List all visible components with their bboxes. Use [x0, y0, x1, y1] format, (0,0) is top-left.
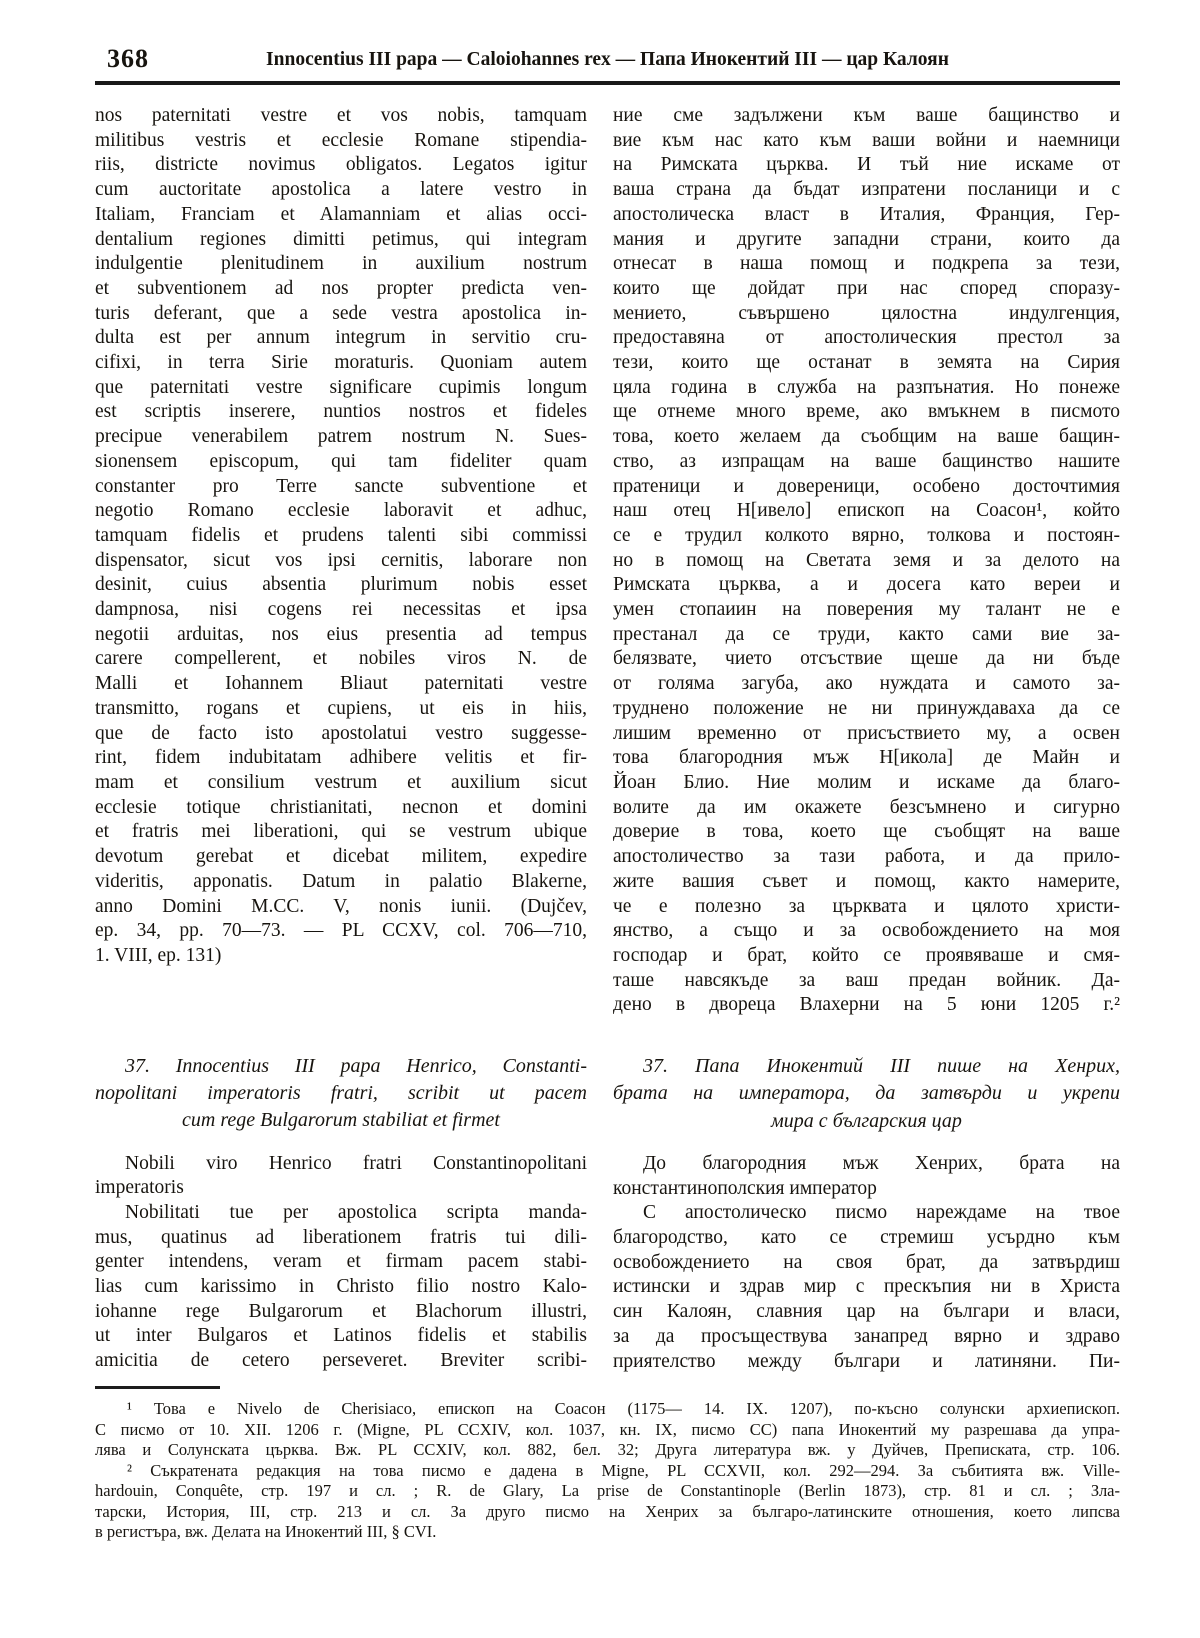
- text-line: за да просъществува занапред вярно и здраво: [613, 1325, 1120, 1347]
- text-line: които ще дойдат при нас според споразу-: [613, 277, 1120, 299]
- text-line: mus, quatinus ad liberationem fratris tui dili-: [95, 1226, 587, 1248]
- text-line: anno Domini M.CC. V, nonis iunii. (Dujčev,: [95, 895, 587, 917]
- bulgarian-salutation: [613, 1152, 1120, 1201]
- text-line: Римската църква, а и досега като вереи и: [613, 574, 1120, 596]
- text-line: que de facto isto apostolatui vestro suggesse-: [95, 722, 587, 744]
- page-header: [95, 44, 1120, 78]
- text-line: предоставяна от апостолическия престол за: [613, 327, 1120, 349]
- text-line: nopolitani imperatoris fratri, scribit ut pacem: [95, 1081, 587, 1104]
- bulgarian-letter: [613, 104, 1120, 1018]
- running-header: Innocentius III papa — Caloiohannes rex — Папа Инокентий III — цар Калоян: [266, 49, 949, 70]
- text-line: dulta est per annum integrum in servitio cru-: [95, 327, 587, 349]
- text-line: син Калоян, славния цар на българи и власи,: [613, 1301, 1120, 1323]
- text-line: умен стопаиин на поверения му талант не е: [613, 599, 1120, 621]
- text-line: amicitia de cetero perseveret. Breviter scribi-: [95, 1350, 587, 1372]
- text-line: но в помощ на Светата земя и за делото на: [613, 549, 1120, 571]
- text-line: devotum gerebat et dicebat militem, expedire: [95, 846, 587, 868]
- text-line: се е трудил колкото вярно, толкова и постоян-: [613, 524, 1120, 546]
- text-line: ² Съкратената редакция на това писмо е дадена в Migne, PL CCXVII, кол. 292—294. За събитията вж. Ville-: [127, 1460, 1120, 1480]
- text-line: ваша страна да бъдат изпратени посланици и с: [613, 179, 1120, 201]
- text-line: 1. VIII, ep. 131): [95, 944, 222, 966]
- latin-section-heading: [95, 1053, 587, 1135]
- text-line: videritis, apponatis. Datum in palatio Blakerne,: [95, 870, 587, 892]
- text-line: мението, съвършено цялостна индулгенция,: [613, 302, 1120, 324]
- text-line: апостолическа власт в Италия, Франция, Гер-: [613, 203, 1120, 225]
- text-line: ство, аз изпращам на ваше бащинство нашите: [613, 450, 1120, 472]
- text-line: indulgentie plenitudinem in auxilium nostrum: [95, 253, 587, 275]
- text-line: dentalium regiones dimitti petimus, qui integram: [95, 228, 587, 250]
- text-line: ¹ Това е Nivelo de Cherisiaco, епископ на Соасон (1175— 14. IX. 1207), по-късно солунски архиепископ.: [127, 1399, 1120, 1418]
- footnote-separator: [95, 1386, 220, 1389]
- text-line: истински и здрав мир с прескъпия ни в Христа: [613, 1276, 1120, 1298]
- text-line: ще отнеме много време, ако вмъкнем в писмото: [613, 401, 1120, 423]
- text-line: precipue venerabilem patrem nostrum N. Sues-: [95, 426, 587, 448]
- text-line: отнесат в наша помощ и подкрепа за тези,: [613, 253, 1120, 275]
- text-line: riis, districte novimus obligatos. Legatos igitur: [95, 154, 587, 176]
- text-line: вие към нас като към ваши войни и наемници: [613, 129, 1120, 151]
- footnotes: [95, 1399, 1120, 1543]
- text-line: hardouin, Conquête, стр. 197 и сл. ; R. de Glary, La prise de Constantinople (Berlin 1873), стр. 81 и сл. ; Зла-: [95, 1481, 1120, 1500]
- text-line: genter intendens, veram et firmam pacem stabi-: [95, 1251, 587, 1273]
- text-line: tamquam fidelis et prudens talenti sibi commissi: [95, 524, 587, 546]
- text-line: ut inter Bulgaros et Latinos fidelis et stabilis: [95, 1325, 587, 1347]
- text-line: константинополския император: [613, 1177, 877, 1199]
- text-line: Malli et Iohannem Bliaut paternitati vestre: [95, 673, 587, 695]
- text-line: С апостолическо писмо нареждаме на твое: [643, 1202, 1120, 1224]
- text-line: волите да им окажете безсъмнено и сигурно: [613, 796, 1120, 818]
- text-line: lias cum karissimo in Christo filio nostro Kalo-: [95, 1276, 587, 1298]
- text-line: et subventionem ad nos propter predicta ven-: [95, 277, 587, 299]
- page-number: 368: [107, 44, 149, 73]
- text-line: negotii arduitas, nos eius presentia ad tempus: [95, 623, 587, 645]
- text-line: цяла година в служба на разпънатия. Но понеже: [613, 376, 1120, 398]
- text-line: в регистъра, вж. Делата на Инокентий III, § CVI.: [95, 1522, 437, 1541]
- text-line: пратеници и довереници, особено досточтимия: [613, 475, 1120, 497]
- text-line: et fratris mei liberationi, qui se vestrum ubique: [95, 821, 587, 843]
- text-line: nos paternitati vestre et vos nobis, tamquam: [95, 105, 587, 126]
- text-line: transmitto, rogans et cupiens, ut eis in hiis,: [95, 697, 587, 719]
- text-line: това благородния мъж Н[икола] де Майн и: [613, 747, 1120, 769]
- text-line: освобождението на своя брат, да затвърдиш: [613, 1251, 1120, 1273]
- text-line: iohanne rege Bulgarorum et Blachorum illustri,: [95, 1300, 587, 1322]
- text-line: апостоличество за тази работа, и да прило-: [613, 846, 1120, 868]
- text-line: imperatoris: [95, 1177, 184, 1199]
- latin-column: [95, 104, 587, 1374]
- text-line: Nobili viro Henrico fratri Constantinopolitani: [125, 1152, 587, 1174]
- text-line: turis deferant, que a sede vestra apostolica in-: [95, 302, 587, 324]
- latin-salutation: [95, 1152, 587, 1201]
- text-line: благородство, като се стремиш усърдно към: [613, 1227, 1120, 1249]
- text-line: от голяма загуба, ако нуждата и самото за-: [613, 673, 1120, 695]
- text-line: carere compellerent, et nobiles viros N. de: [95, 648, 587, 670]
- text-line: Nobilitati tue per apostolica scripta manda-: [125, 1201, 587, 1223]
- text-line: dispensator, sicut vos ipsi cernitis, laborare non: [95, 549, 587, 571]
- text-line: мира с българския цар: [771, 1109, 962, 1132]
- text-line: militibus vestris et ecclesie Romane stipendia-: [95, 129, 587, 151]
- text-line: negotio Romano ecclesie laboravit et adhuc,: [95, 500, 587, 522]
- bulgarian-section-heading: [613, 1053, 1120, 1135]
- text-line: Italiam, Franciam et Alamanniam et alias occi-: [95, 203, 587, 225]
- latin-letter-37: [95, 1201, 587, 1374]
- text-line: на Римската църква. И тъй ние искаме от: [613, 154, 1120, 176]
- text-line: Йоан Блио. Ние молим и искаме да благо-: [613, 771, 1120, 793]
- text-line: доверие в това, което ще съобщят на ваше: [613, 821, 1120, 843]
- text-line: С писмо от 10. XII. 1206 г. (Migne, PL CCXIV, кол. 1037, кн. IX, писмо CC) папа Инокентий му разрешава да упра-: [95, 1419, 1120, 1439]
- text-line: тарски, История, III, стр. 213 и сл. За друго писмо на Хенрих за българо-латинските отношения, което липсва: [95, 1501, 1120, 1521]
- text-line: тези, които ще останат в земята на Сирия: [613, 352, 1120, 374]
- text-line: 37. Папа Инокентий III пише на Хенрих,: [643, 1055, 1120, 1078]
- text-line: господар и брат, който се проявяваше и смя-: [613, 944, 1120, 966]
- latin-letter: [95, 104, 587, 969]
- text-line: че е полезно за църквата и цялото христи-: [613, 895, 1120, 917]
- text-line: mam et consilium vestrum et auxilium sicut: [95, 771, 587, 793]
- header-rule: [95, 81, 1120, 85]
- text-line: дено в двореца Влахерни на 5 юни 1205 г.²: [613, 994, 1120, 1016]
- text-line: таше навсякъде за ваш предан войник. Да-: [613, 969, 1120, 991]
- text-line: constanter pro Terre sancte subventione et: [95, 475, 587, 497]
- text-line: 37. Innocentius III papa Henrico, Constanti-: [125, 1054, 587, 1077]
- text-line: янство, а също и за освобождението на моя: [613, 920, 1120, 942]
- text-line: ние сме задължени към ваше бащинство и: [613, 105, 1120, 126]
- text-line: наш отец Н[ивело] епископ на Соасон¹, който: [613, 500, 1120, 522]
- text-line: cifixi, in terra Sirie moraturis. Quoniam autem: [95, 352, 587, 374]
- text-line: това, което желаем да съобщим на ваше бащин-: [613, 426, 1120, 448]
- text-line: белязвате, чието отсъствие щеше да ни бъде: [613, 648, 1120, 670]
- text-line: брата на императора, да затвърди и укрепи: [613, 1082, 1120, 1105]
- bulgarian-letter-37: [613, 1201, 1120, 1374]
- text-line: cum rege Bulgarorum stabiliat et firmet: [182, 1109, 500, 1132]
- text-line: мания и другите западни страни, които да: [613, 228, 1120, 250]
- text-line: приятелство между българи и латиняни. Пи-: [613, 1350, 1120, 1372]
- text-line: престанал да се труди, както сами вие за-: [613, 623, 1120, 645]
- text-line: desinit, cuius absentia plurimum nobis esset: [95, 574, 587, 596]
- text-line: жите вашия съвет и помощ, както намерите,: [613, 870, 1120, 892]
- text-line: труднено положение не ни принуждаваха да се: [613, 697, 1120, 719]
- text-line: est scriptis inserere, nuntios nostros et fideles: [95, 401, 587, 423]
- text-line: que paternitati vestre significare cupimis longum: [95, 376, 587, 398]
- text-line: ep. 34, pp. 70—73. — PL CCXV, col. 706—710,: [95, 920, 587, 942]
- text-line: ecclesie totique christianitati, necnon et domini: [95, 796, 587, 818]
- text-line: лишим временно от присъствието му, а освен: [613, 722, 1120, 744]
- text-line: rint, fidem indubitatam adhibere velitis et fir-: [95, 747, 587, 769]
- text-line: лява и Солунската църква. Вж. PL CCXIV, кол. 882, бел. 32; Друга литература вж. у Дуйчев, Преписката, стр. 106.: [95, 1440, 1120, 1459]
- bulgarian-column: [613, 104, 1120, 1374]
- text-line: До благородния мъж Хенрих, брата на: [643, 1152, 1120, 1174]
- text-columns: [95, 104, 1120, 1374]
- text-line: sionensem episcopum, qui tam fideliter quam: [95, 450, 587, 472]
- text-line: cum auctoritate apostolica a latere vestro in: [95, 179, 587, 201]
- text-line: dampnosa, nisi cogens rei necessitas et ipsa: [95, 599, 587, 621]
